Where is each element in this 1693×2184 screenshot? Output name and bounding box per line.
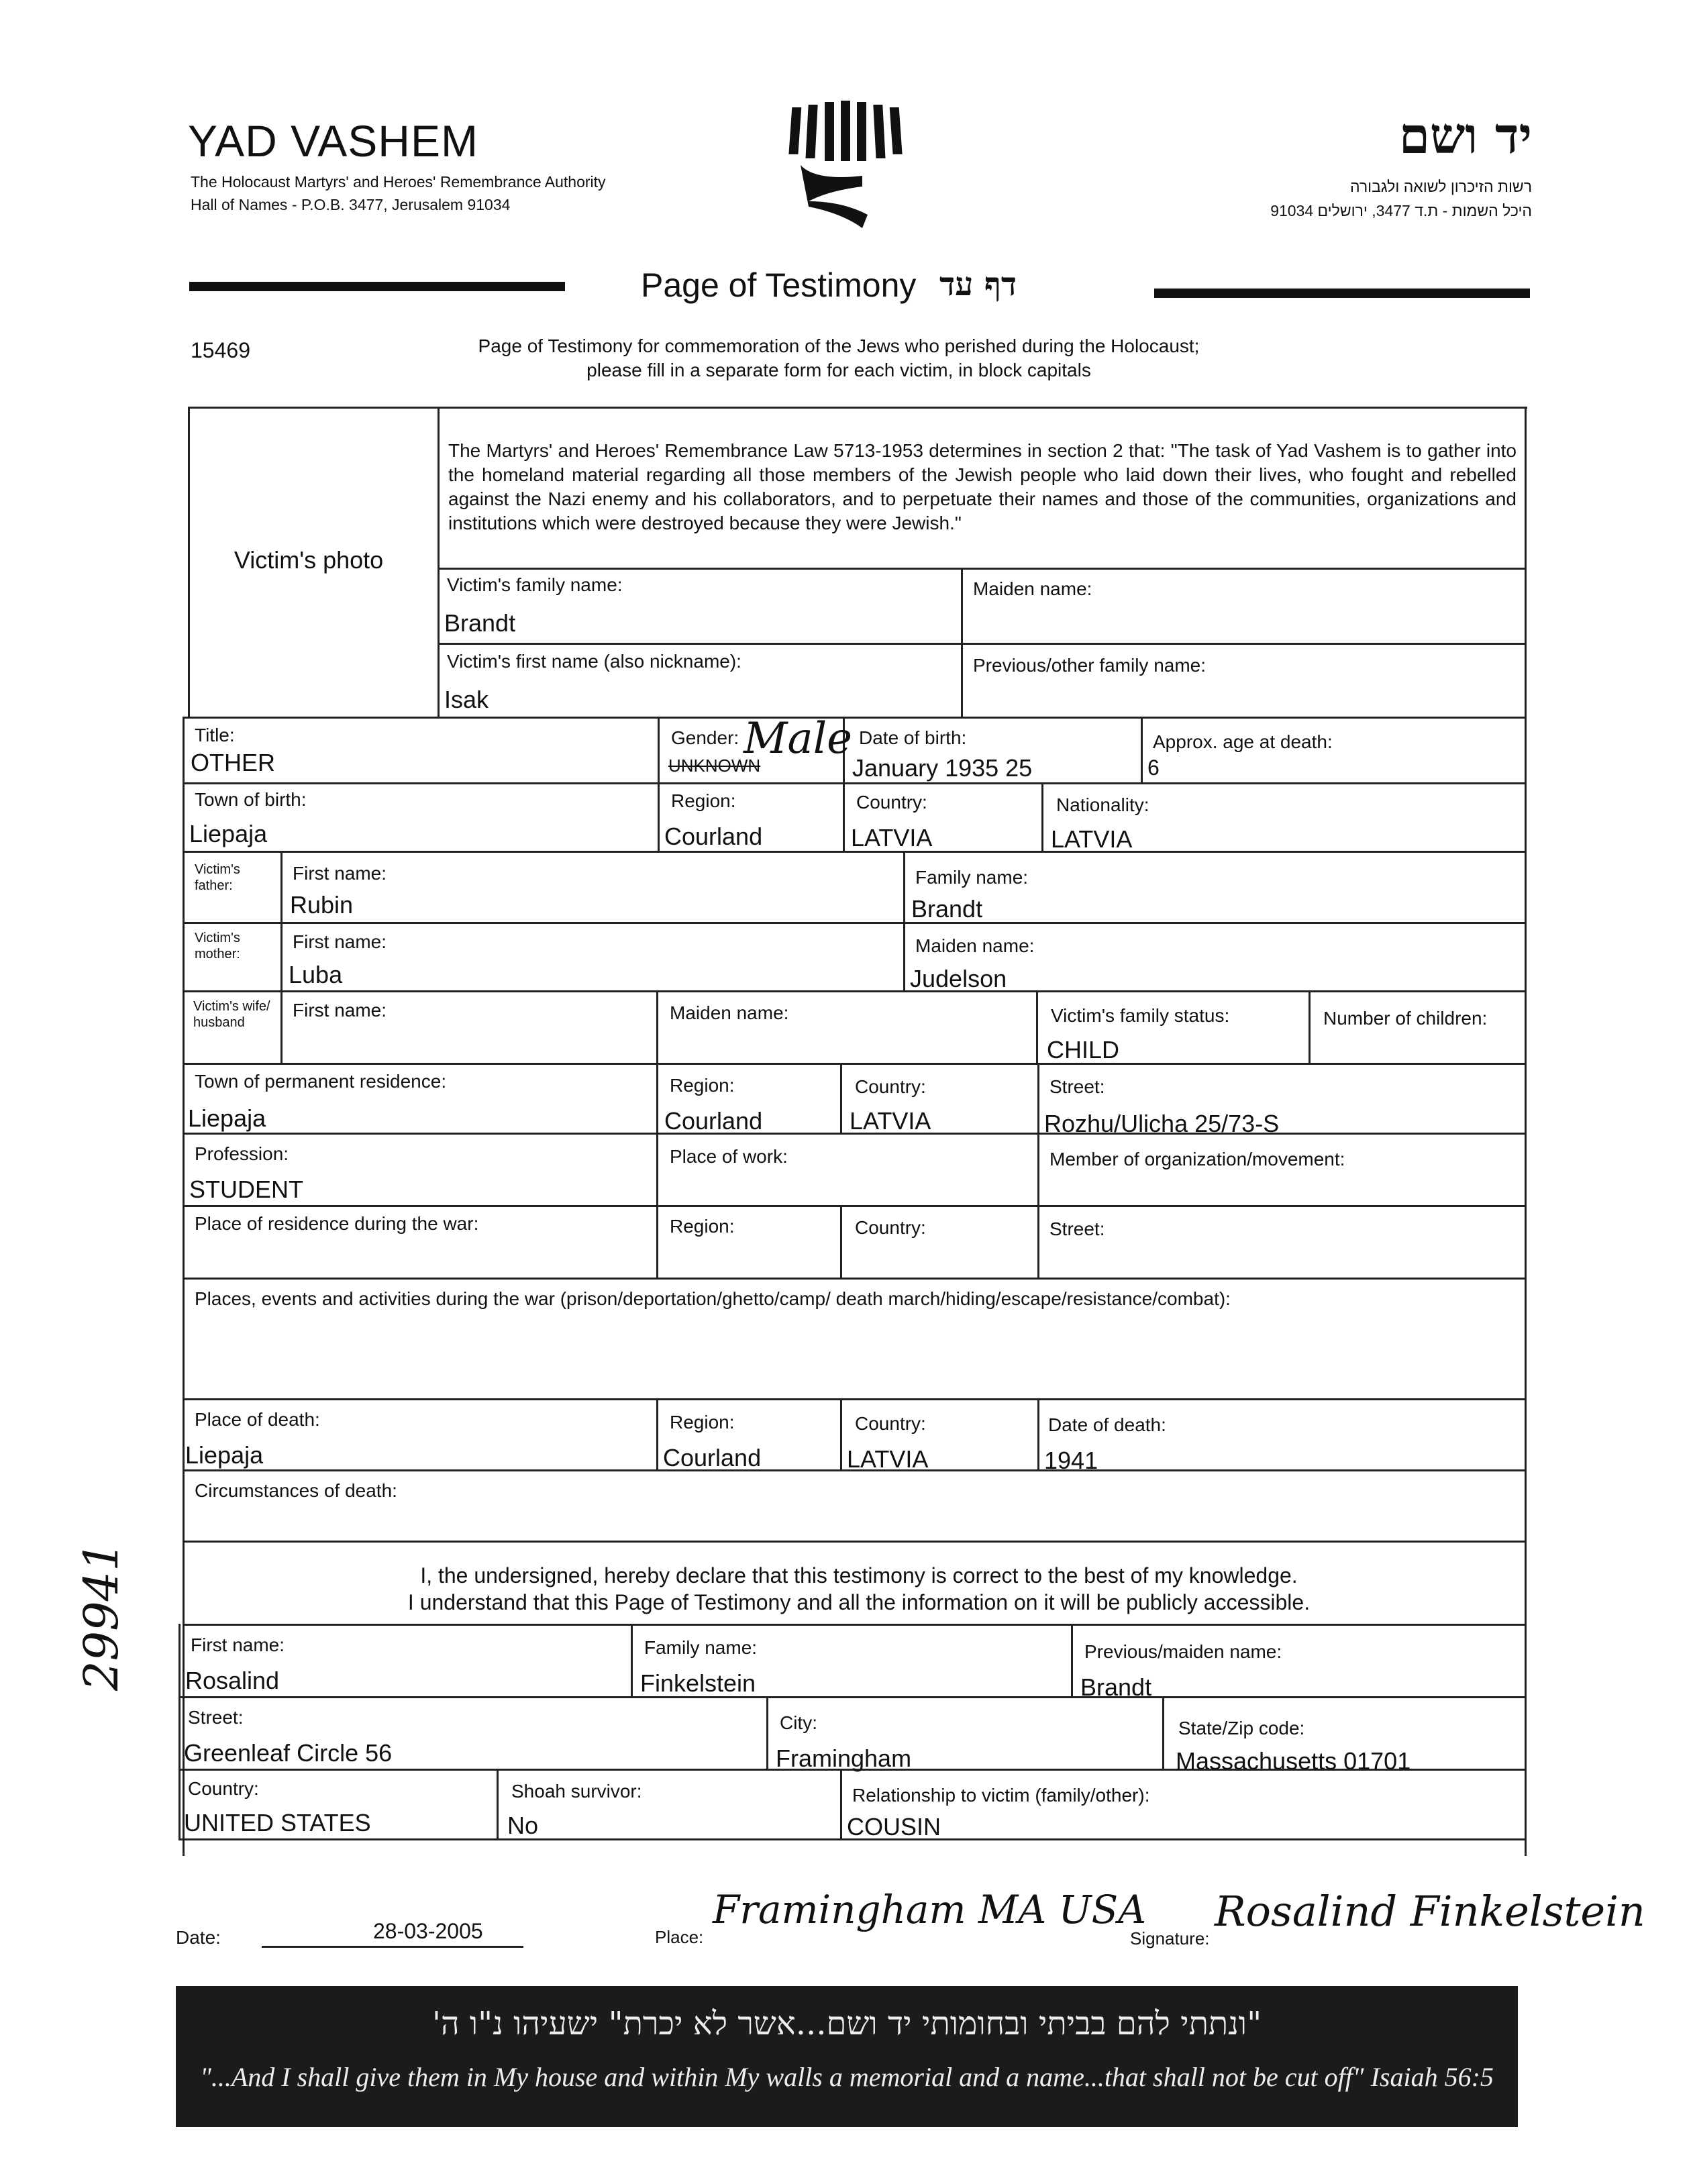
header-rule-left [189, 282, 565, 291]
submitter-street-label: Street: [188, 1707, 244, 1728]
submitter-city-value: Framingham [776, 1745, 912, 1772]
residence-war-label: Place of residence during the war: [195, 1213, 479, 1234]
submitter-country-value: UNITED STATES [184, 1809, 371, 1836]
family-status-label: Victim's family status: [1051, 1005, 1230, 1026]
submitter-city-label: City: [780, 1712, 817, 1733]
footer-banner [176, 1986, 1518, 2127]
law-text: The Martyrs' and Heroes' Remembrance Law 5713-1953 determines in section 2 that: "The task of Yad Vashem is to gather into the homeland material regarding all those members of the Jewish people who laid down their lives, who fought and rebelled against the Nazi enemy and his collaborators, and to perpetuate their names and those of the communities, organizations and institutions which were destroyed because they were Jewish." [448, 440, 1517, 533]
town-birth-value: Liepaja [189, 820, 268, 847]
death-region-label: Region: [670, 1412, 735, 1433]
place-handwritten: Framingham MA USA [713, 1887, 1147, 1932]
father-label: Victim's father: [195, 862, 240, 893]
gender-handwritten: Male [743, 714, 853, 764]
signature-label: Signature: [1130, 1928, 1210, 1948]
spouse-first-name-label: First name: [293, 1000, 387, 1021]
spouse-maiden-name-label: Maiden name: [670, 1002, 789, 1023]
dob-value: January 1935 25 [852, 754, 1033, 782]
relationship-value: COUSIN [847, 1813, 941, 1840]
declaration-line-2: I understand that this Page of Testimony and all the information on it will be publicly accessible. [407, 1590, 1311, 1614]
mother-maiden-name-label: Maiden name: [915, 935, 1035, 956]
member-org-label: Member of organization/movement: [1049, 1149, 1345, 1169]
org-address [191, 170, 606, 216]
family-status-value: CHILD [1047, 1036, 1120, 1063]
place-label: Place: [655, 1927, 704, 1947]
date-death-value: 1941 [1044, 1447, 1098, 1474]
mother-label: Victim's mother: [195, 931, 240, 961]
org-line-2: Hall of Names - P.O.B. 3477, Jerusalem 91034 [191, 196, 511, 213]
victim-photo-label: Victim's photo [234, 546, 384, 574]
org-name: YAD VASHEM [188, 116, 478, 166]
gender-typed-value: UNKNOWN [668, 756, 761, 776]
shoah-survivor-label: Shoah survivor: [511, 1781, 642, 1802]
page-title: Page of Testimony [641, 266, 917, 304]
submitter-first-name-value: Rosalind [185, 1667, 280, 1694]
form-intro [416, 334, 1262, 382]
first-name-label: Victim's first name (also nickname): [447, 651, 741, 672]
nationality-label: Nationality: [1056, 794, 1149, 815]
org-line-2-hebrew: היכל השמות - ת.ד 3477, ירושלים 91034 [1270, 202, 1532, 219]
age-death-label: Approx. age at death: [1153, 731, 1333, 752]
menorah-logo-icon [788, 101, 903, 242]
war-region-label: Region: [670, 1216, 735, 1237]
res-country-value: LATVIA [850, 1107, 931, 1135]
family-name-value: Brandt [444, 609, 516, 637]
declaration-line-1: I, the undersigned, hereby declare that this testimony is correct to the best of my knowledge. [420, 1563, 1298, 1588]
res-region-value: Courland [664, 1107, 763, 1135]
age-death-value: 6 [1147, 756, 1160, 780]
mother-first-name-label: First name: [293, 931, 387, 952]
birth-region-value: Courland [664, 823, 763, 850]
gender-label: Gender: [671, 727, 739, 748]
submitter-country-label: Country: [188, 1778, 259, 1799]
signature-handwritten: Rosalind Finkelstein [1215, 1887, 1645, 1936]
submitter-street-value: Greenleaf Circle 56 [184, 1739, 393, 1767]
org-name-hebrew: יד ושם [1398, 107, 1532, 165]
mother-first-name-value: Luba [289, 961, 343, 988]
org-line-1: The Holocaust Martyrs' and Heroes' Remembrance Authority [191, 173, 606, 191]
res-country-label: Country: [855, 1076, 926, 1097]
prev-family-name-label: Previous/other family name: [973, 655, 1207, 676]
res-region-label: Region: [670, 1075, 735, 1096]
submitter-state-zip-label: State/Zip code: [1178, 1718, 1305, 1738]
intro-line-1: Page of Testimony for commemoration of the Jews who perished during the Holocaust; [478, 335, 1200, 356]
maiden-name-label: Maiden name: [973, 578, 1092, 599]
family-name-label: Victim's family name: [447, 574, 623, 595]
org-line-1-hebrew: רשות הזיכרון לשואה ולגבורה [1349, 178, 1532, 195]
title-label: Title: [195, 725, 235, 745]
circumstances-label: Circumstances of death: [195, 1480, 397, 1501]
place-death-label: Place of death: [195, 1409, 320, 1430]
birth-country-label: Country: [856, 792, 927, 813]
intro-line-2: please fill in a separate form for each victim, in block capitals [586, 360, 1091, 380]
war-street-label: Street: [1049, 1218, 1105, 1239]
town-residence-value: Liepaja [188, 1104, 266, 1132]
father-family-name-label: Family name: [915, 867, 1029, 888]
spouse-label: Victim's wife/ husband [193, 999, 270, 1030]
date-label: Date: [176, 1927, 221, 1948]
place-death-value: Liepaja [185, 1441, 264, 1469]
death-region-value: Courland [663, 1444, 762, 1471]
page-title-hebrew: דף עד [939, 266, 1017, 303]
death-country-label: Country: [855, 1413, 926, 1434]
date-death-label: Date of death: [1048, 1414, 1166, 1435]
margin-handwritten-number: 29941 [74, 1541, 129, 1691]
relationship-label: Relationship to victim (family/other): [852, 1785, 1150, 1806]
profession-value: STUDENT [189, 1176, 303, 1203]
submitter-first-name-label: First name: [191, 1634, 285, 1655]
submitter-prev-maiden-label: Previous/maiden name: [1084, 1641, 1282, 1662]
org-address-hebrew [1270, 174, 1532, 223]
footer-quote-hebrew: "ונתתי להם בביתי ובחומותי יד ושם...אשר לא יכרת" ישעיהו נ"ו ה' [431, 2005, 1262, 2042]
father-first-name-value: Rubin [290, 891, 354, 919]
father-family-name-value: Brandt [911, 895, 983, 923]
first-name-value: Isak [444, 686, 489, 713]
father-first-name-label: First name: [293, 863, 387, 884]
header-rule-right [1154, 289, 1530, 298]
place-work-label: Place of work: [670, 1146, 788, 1167]
submitter-prev-maiden-value: Brandt [1080, 1673, 1152, 1701]
profession-label: Profession: [195, 1143, 289, 1164]
num-children-label: Number of children: [1323, 1008, 1488, 1029]
birth-region-label: Region: [671, 790, 736, 811]
shoah-survivor-value: No [507, 1812, 539, 1839]
footer-quote-english: "...And I shall give them in My house and within My walls a memorial and a name...that shall not be cut off" Isaiah 56:5 [200, 2062, 1494, 2092]
declaration [201, 1562, 1517, 1616]
town-birth-label: Town of birth: [195, 789, 307, 810]
form-id: 15469 [191, 338, 250, 362]
title-value: OTHER [191, 749, 275, 776]
res-street-value: Rozhu/Ulicha 25/73-S [1044, 1110, 1280, 1137]
submitter-family-name-value: Finkelstein [640, 1669, 756, 1697]
res-street-label: Street: [1049, 1076, 1105, 1097]
dob-label: Date of birth: [859, 727, 967, 748]
date-value: 28-03-2005 [373, 1919, 483, 1943]
birth-country-value: LATVIA [851, 824, 933, 851]
war-country-label: Country: [855, 1217, 926, 1238]
submitter-family-name-label: Family name: [644, 1637, 758, 1658]
death-country-value: LATVIA [847, 1445, 929, 1473]
town-residence-label: Town of permanent residence: [195, 1071, 447, 1092]
places-events-label: Places, events and activities during the war (prison/deportation/ghetto/camp/ death march/hiding/escape/resistance/combat): [195, 1288, 1231, 1309]
nationality-value: LATVIA [1051, 825, 1133, 853]
submitter-state-zip-value: Massachusetts 01701 [1176, 1747, 1411, 1775]
mother-maiden-name-value: Judelson [910, 965, 1007, 992]
